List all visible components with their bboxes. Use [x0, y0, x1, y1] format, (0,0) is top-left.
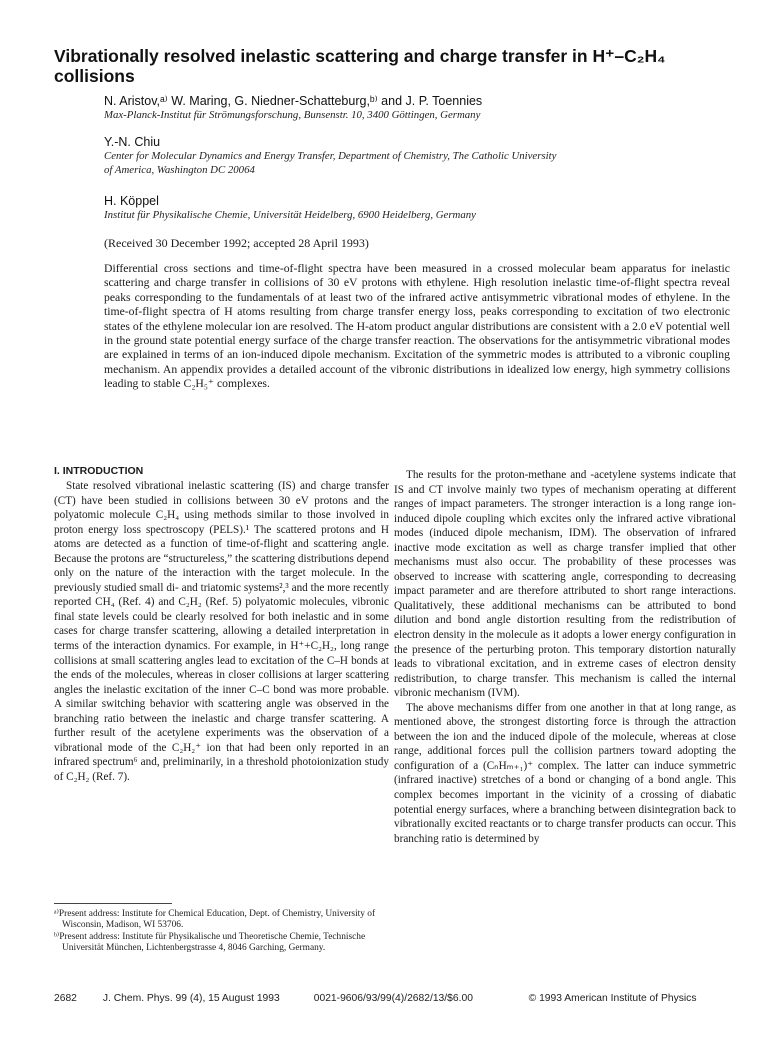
intro-paragraph-3: The above mechanisms differ from one another in that at long range, as mentioned above, the strongest distorting force is through the attraction between the ion and the induced dipole of the molecule, whereas at close range, additional forces pull the collision partners toward adopting the configuration of a (CₙHₘ₊₁)⁺ complex. The latter can induce symmetric (infrared inactive) stretches of a bond or changing of a bond angle. This complex becomes important in the vicinity of a crossing of diabatic potential energy surfaces, where a branching between disintegration back to vibrationally excited reactants or to charge transfer products can occur. This branching ratio is determined by [394, 701, 736, 845]
footnotes [54, 909, 389, 955]
authors-line-1: N. Aristov,ᵃ⁾ W. Maring, G. Niedner-Schatteburg,ᵇ⁾ and J. P. Toennies [104, 94, 483, 108]
intro-paragraph-2: The results for the proton-methane and -acetylene systems indicate that IS and CT involve mainly two types of mechanism operating at different ranges of impact parameters. The stronger interaction is a long range ion-induced dipole coupling which excites only the infrared active vibrational modes (induced dipole mechanism, IDM). The observation of infrared inactive mode excitation as well as charge transfer implied that other mechanisms must also occur. The probability of these processes was observed to increase with scattering angle, corresponding to decreasing impact parameter and are therefore attributed to short range interactions. Qualitatively, these additional mechanisms can be attributed to bond dilution and bond angle distortion resulting from the redistribution of electron density in the molecule as it adopts a lower energy configuration in the presence of the perturbing proton. This temporary distortion naturally leads to vibrational excitation, and in extreme cases of electron density redistribution, to charge transfer. This mechanism is called the internal vibronic mechanism (IVM). [394, 469, 736, 700]
author-group-1 [104, 94, 744, 123]
intro-paragraph-1: State resolved vibrational inelastic scattering (IS) and charge transfer (CT) have been studied in collisions between 30 eV protons and the polyatomic molecule C₂H₄ using methods similar to those involved in proton energy loss spectroscopy (PELS).¹ The scattered protons and H atoms are detected as a function of time-of-flight and scattering angle. Because the protons are “structureless,” the scattering distributions depend only on the nature of the interaction with the target molecule. In the previously studied small di- and triatomic systems²,³ and the more recently reported CH₄ (Ref. 4) and C₂H₂ (Ref. 5) polyatomic molecules, vibronic final state levels could be clearly resolved for both inelastic and in some cases for charge transfer scattering, allowing a detailed interpretation in terms of the interaction dynamics. For example, in H⁺+C₂H₂, long range collisions at small scattering angles lead to excitation of the C–H bonds at the ends of the molecules, whereas in closer collisions at larger scattering angles the inelastic excitation of the inner C–C bond was more probable. A similar switching behavior with scattering angle was observed in the branching ratio between the inelastic and charge transfer scattering. A further result of the acetylene experiments was the observation of a vibrational mode of the C₂H₂⁺ ion that had been only reported in an infrared spectrum⁶ and, preliminarily, in a threshold photoionization study of C₂H₂ (Ref. 7). [54, 480, 389, 783]
author-group-2 [104, 135, 744, 177]
received-dates: (Received 30 December 1992; accepted 28 April 1993) [104, 236, 369, 250]
title-line-2: collisions [54, 66, 135, 86]
institution-2-line-2: of America, Washington DC 20064 [104, 163, 255, 176]
article-code: 0021-9606/93/99(4)/2682/13/$6.00 [313, 993, 473, 1004]
abstract-text: Differential cross sections and time-of-flight spectra have been measured in a crossed molecular beam apparatus for inelastic scattering and charge transfer in collisions of 30 eV protons with ethylene. High resolution inelastic time-of-flight spectra reveal peaks corresponding to the fundamentals of at least two of the infrared active antisymmetric vibrational modes of ethylene. In the time-of-flight spectra of H atoms resulting from charge transfer energy loss, peaks corresponding to excitation of two electronic states of the ethylene molecular ion are resolved. The H-atom product angular distributions are consistent with a 2.0 eV potential well in the ground state potential energy surface of the charge transfer reaction. The observations for the antisymmetric vibrational modes are explained in terms of an ion-induced dipole mechanism. Excitation of the symmetric modes is attributed to a vibronic coupling mechanism. An appendix provides a detailed account of the vibronic distributions in idealized low energy, high symmetry collisions leading to stable C₂H₅⁺ complexes. [104, 262, 730, 391]
paper-title [54, 46, 744, 86]
institution-3: Institut für Physikalische Chemie, Universität Heidelberg, 6900 Heidelberg, Germany [104, 209, 476, 221]
right-column [394, 468, 736, 846]
journal-citation: J. Chem. Phys. 99 (4), 15 August 1993 [102, 993, 280, 1004]
footnote-rule [54, 903, 172, 904]
title-line-1: Vibrationally resolved inelastic scattering and charge transfer in H⁺–C₂H₄ [54, 46, 666, 66]
abstract [104, 262, 730, 392]
page-footer [54, 992, 744, 1005]
footnote-b: ᵇ⁾Present address: Institute für Physikalische und Theoretische Chemie, Technische Universität München, Lichtenbergstrasse 4, 8046 Garching, Germany. [54, 931, 366, 954]
left-column [54, 464, 389, 784]
copyright-notice: © 1993 American Institute of Physics [528, 993, 697, 1004]
footnote-a: ᵃ⁾Present address: Institute for Chemical Education, Dept. of Chemistry, University of Wisconsin, Madison, WI 53706. [54, 909, 376, 931]
authors-line-3: H. Köppel [104, 194, 159, 208]
author-group-3 [104, 194, 744, 223]
institution-2-line-1: Center for Molecular Dynamics and Energy Transfer, Department of Chemistry, The Catholic University [104, 150, 557, 162]
section-heading: I. INTRODUCTION [54, 465, 144, 477]
page-number: 2682 [54, 993, 77, 1004]
authors-line-2: Y.-N. Chiu [104, 135, 161, 149]
institution-1: Max-Planck-Institut für Strömungsforschung, Bunsenstr. 10, 3400 Göttingen, Germany [104, 109, 481, 121]
